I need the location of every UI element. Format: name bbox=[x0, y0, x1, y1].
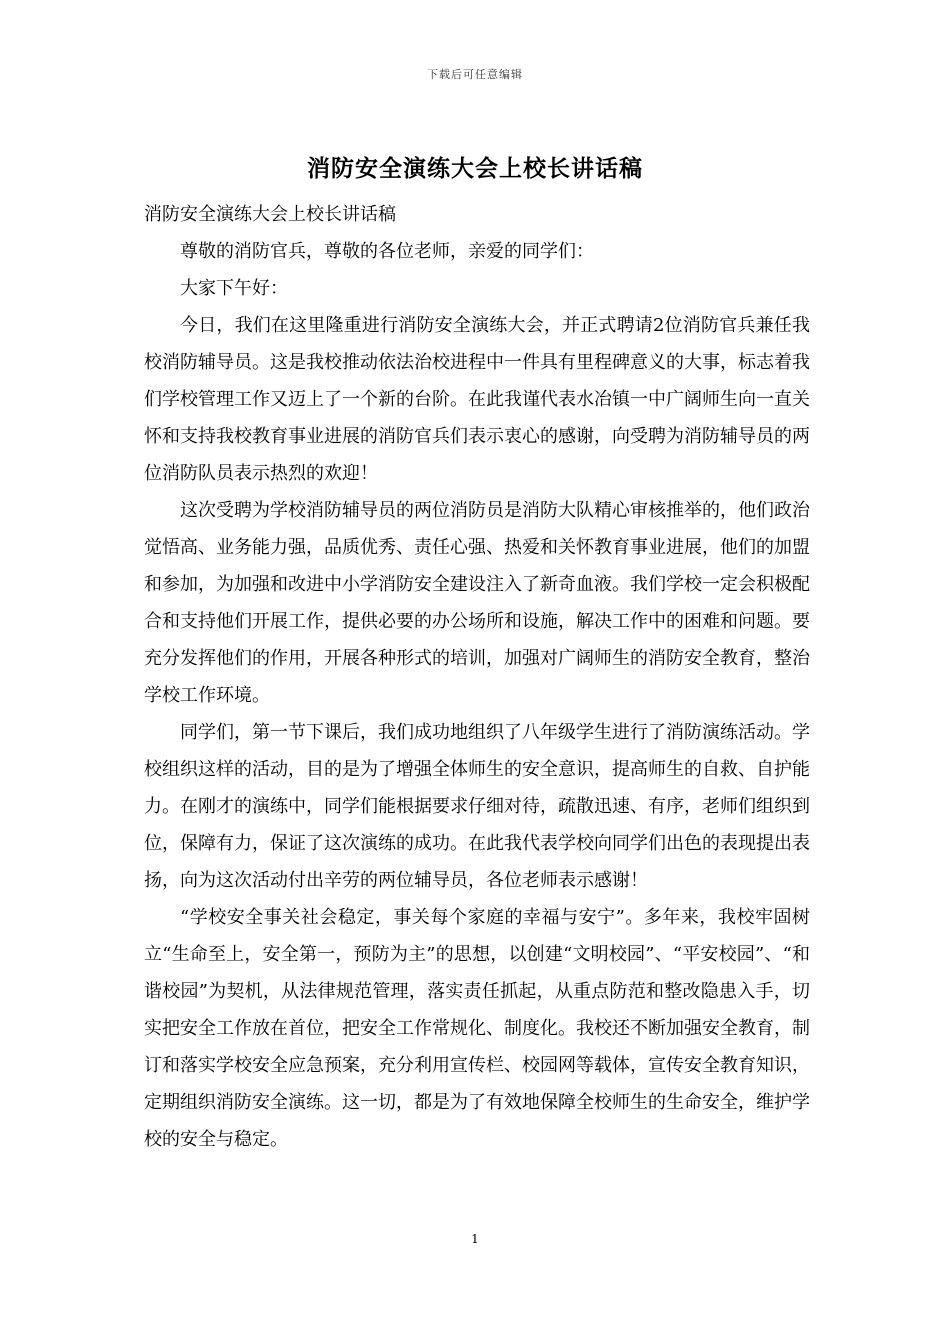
page-number: 1 bbox=[471, 1232, 479, 1246]
document-body bbox=[144, 196, 810, 1158]
header-note: 下载后可任意编辑 bbox=[427, 68, 523, 81]
subtitle-paragraph: 消防安全演练大会上校长讲话稿 bbox=[144, 204, 396, 225]
body-paragraph: 今日，我们在这里隆重进行消防安全演练大会，并正式聘请2位消防官兵兼任我校消防辅导员。这是我校推动依法治校进程中一件具有里程碑意义的大事，标志着我们学校管理工作又迈上了一个新的台阶。在此我谨代表水冶镇一中广阔师生向一直关怀和支持我校教育事业进展的消防官兵们表示衷心的感谢，向受聘为消防辅导员的两位消防队员表示热烈的欢迎！ bbox=[144, 315, 810, 484]
body-paragraph: 同学们，第一节下课后，我们成功地组织了八年级学生进行了消防演练活动。学校组织这样的活动，目的是为了增强全体师生的安全意识，提高师生的自救、自护能力。在刚才的演练中，同学们能根据要求仔细对待，疏散迅速、有序，老师们组织到位，保障有力，保证了这次演练的成功。在此我代表学校向同学们出色的表现提出表扬，向为这次活动付出辛劳的两位辅导员，各位老师表示感谢！ bbox=[144, 722, 810, 891]
document-title: 消防安全演练大会上校长讲话稿 bbox=[307, 155, 643, 182]
body-paragraph: “学校安全事关社会稳定，事关每个家庭的幸福与安宁”。多年来，我校牢固树立“生命至上，安全第一，预防为主”的思想，以创建“文明校园”、“平安校园”、“和谐校园”为契机，从法律规范管理，落实责任抓起，从重点防范和整改隐患入手，切实把安全工作放在首位，把安全工作常规化、制度化。我校还不断加强安全教育，制订和落实学校安全应急预案，充分利用宣传栏、校园网等载体，宣传安全教育知识，定期组织消防安全演练。这一切，都是为了有效地保障全校师生的生命安全，维护学校的安全与稳定。 bbox=[144, 907, 810, 1150]
greeting-paragraph: 大家下午好： bbox=[180, 278, 288, 299]
salutation-paragraph: 尊敬的消防官兵，尊敬的各位老师，亲爱的同学们： bbox=[180, 241, 594, 262]
body-paragraph: 这次受聘为学校消防辅导员的两位消防员是消防大队精心审核推举的，他们政治觉悟高、业务能力强，品质优秀、责任心强、热爱和关怀教育事业进展，他们的加盟和参加，为加强和改进中小学消防安全建设注入了新奇血液。我们学校一定会积极配合和支持他们开展工作，提供必要的办公场所和设施，解决工作中的困难和问题。要充分发挥他们的作用，开展各种形式的培训，加强对广阔师生的消防安全教育，整治学校工作环境。 bbox=[144, 500, 810, 706]
